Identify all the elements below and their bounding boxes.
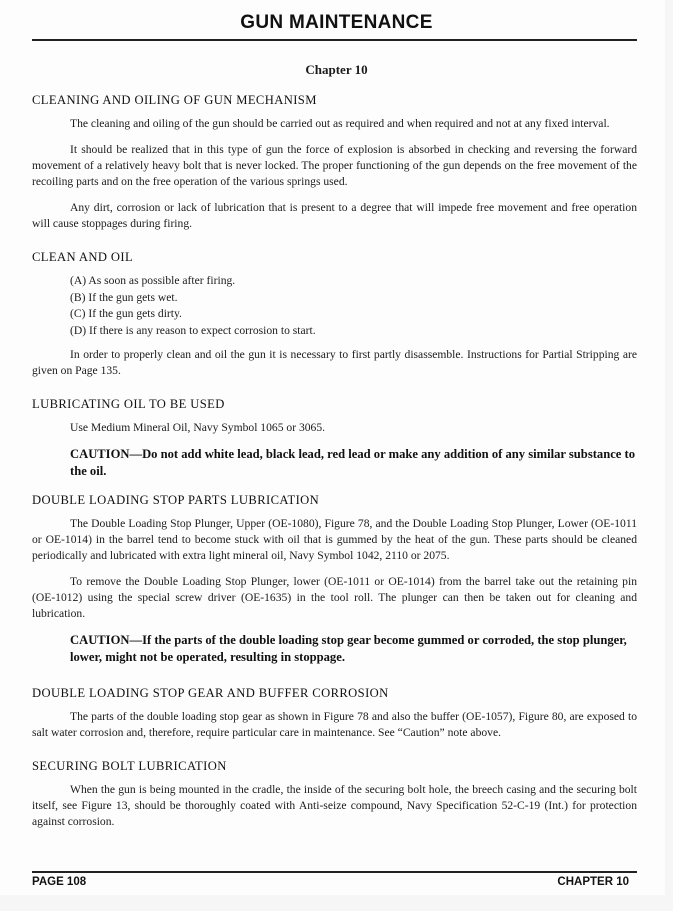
page-body <box>32 92 637 840</box>
paragraph: When the gun is being mounted in the cradle, the inside of the securing bolt hole, the breech casing and the securing bolt itself, see Figure 13, should be thoroughly coated with Anti-seize compound, Navy Specification 52-C-19 (Int.) for protection against corrosion. <box>32 783 637 828</box>
paragraph: The Double Loading Stop Plunger, Upper (OE-1080), Figure 78, and the Double Loading Stop Plunger, Lower (OE-1011 or OE-1014) in the barrel tend to become stuck with oil that is gummed by the heat of the gun. These parts should be cleaned periodically and lubricated with extra light mineral oil, Navy Symbol 1042, 2110 or 2075. <box>32 517 637 562</box>
paragraph: Use Medium Mineral Oil, Navy Symbol 1065 or 3065. <box>70 421 326 434</box>
chapter-heading: Chapter 10 <box>305 62 368 77</box>
header-rule <box>32 39 637 41</box>
paragraph: In order to properly clean and oil the gun it is necessary to first partly disassemble. Instructions for Partial Stripping are given on Page 135. <box>32 348 637 377</box>
paragraph: To remove the Double Loading Stop Plunger, lower (OE-1011 or OE-1014) from the barrel take out the retaining pin (OE-1012) using the special screw driver (OE-1635) in the tool roll. The plunger can then be taken out for cleaning and lubrication. <box>32 575 637 620</box>
section-heading: CLEANING AND OILING OF GUN MECHANISM <box>32 93 317 107</box>
caution-note: CAUTION—Do not add white lead, black lead, red lead or make any addition of any similar substance to the oil. <box>70 447 636 478</box>
section-securing-bolt-lubrication <box>32 758 637 830</box>
paragraph: Any dirt, corrosion or lack of lubrication that is present to a degree that will impede free movement and free operation will cause stoppages during firing. <box>32 201 637 230</box>
list-item: (B) If the gun gets wet. <box>70 290 178 304</box>
paragraph: The parts of the double loading stop gear as shown in Figure 78 and also the buffer (OE-1057), Figure 80, are exposed to salt water corrosion and, therefore, require particular care in maintenance. See “Caution” note above. <box>32 710 637 739</box>
paragraph: The cleaning and oiling of the gun should be carried out as required and when required and not at any fixed interval. <box>70 117 610 130</box>
section-heading: CLEAN AND OIL <box>32 250 134 264</box>
footer-chapter: CHAPTER 10 <box>557 876 629 888</box>
caution-note: CAUTION—If the parts of the double loading stop gear become gummed or corroded, the stop plunger, lower, might not be operated, resulting in stoppage. <box>70 633 627 664</box>
section-stop-gear-buffer-corrosion <box>32 685 637 741</box>
list-item: (D) If there is any reason to expect corrosion to start. <box>70 323 316 337</box>
footer-rule <box>32 871 637 873</box>
condition-list <box>70 273 637 339</box>
section-heading: DOUBLE LOADING STOP GEAR AND BUFFER CORROSION <box>32 686 389 700</box>
section-lubricating-oil <box>32 396 637 480</box>
page-number: PAGE 108 <box>32 876 87 888</box>
running-header-title: GUN MAINTENANCE <box>240 12 433 33</box>
list-item: (C) If the gun gets dirty. <box>70 307 182 320</box>
section-heading: LUBRICATING OIL TO BE USED <box>32 397 225 411</box>
section-heading: DOUBLE LOADING STOP PARTS LUBRICATION <box>32 493 320 507</box>
section-clean-and-oil <box>32 249 637 379</box>
list-item: (A) As soon as possible after firing. <box>70 274 236 287</box>
section-cleaning-and-oiling <box>32 92 637 232</box>
section-heading: SECURING BOLT LUBRICATION <box>32 759 227 773</box>
paragraph: It should be realized that in this type of gun the force of explosion is absorbed in checking and reversing the forward movement of a relatively heavy bolt that is never locked. The proper functioning of the gun depends on the free movement of the recoiling parts and on the free operation of the various springs used. <box>32 143 637 188</box>
section-double-loading-stop-lubrication <box>32 492 637 666</box>
